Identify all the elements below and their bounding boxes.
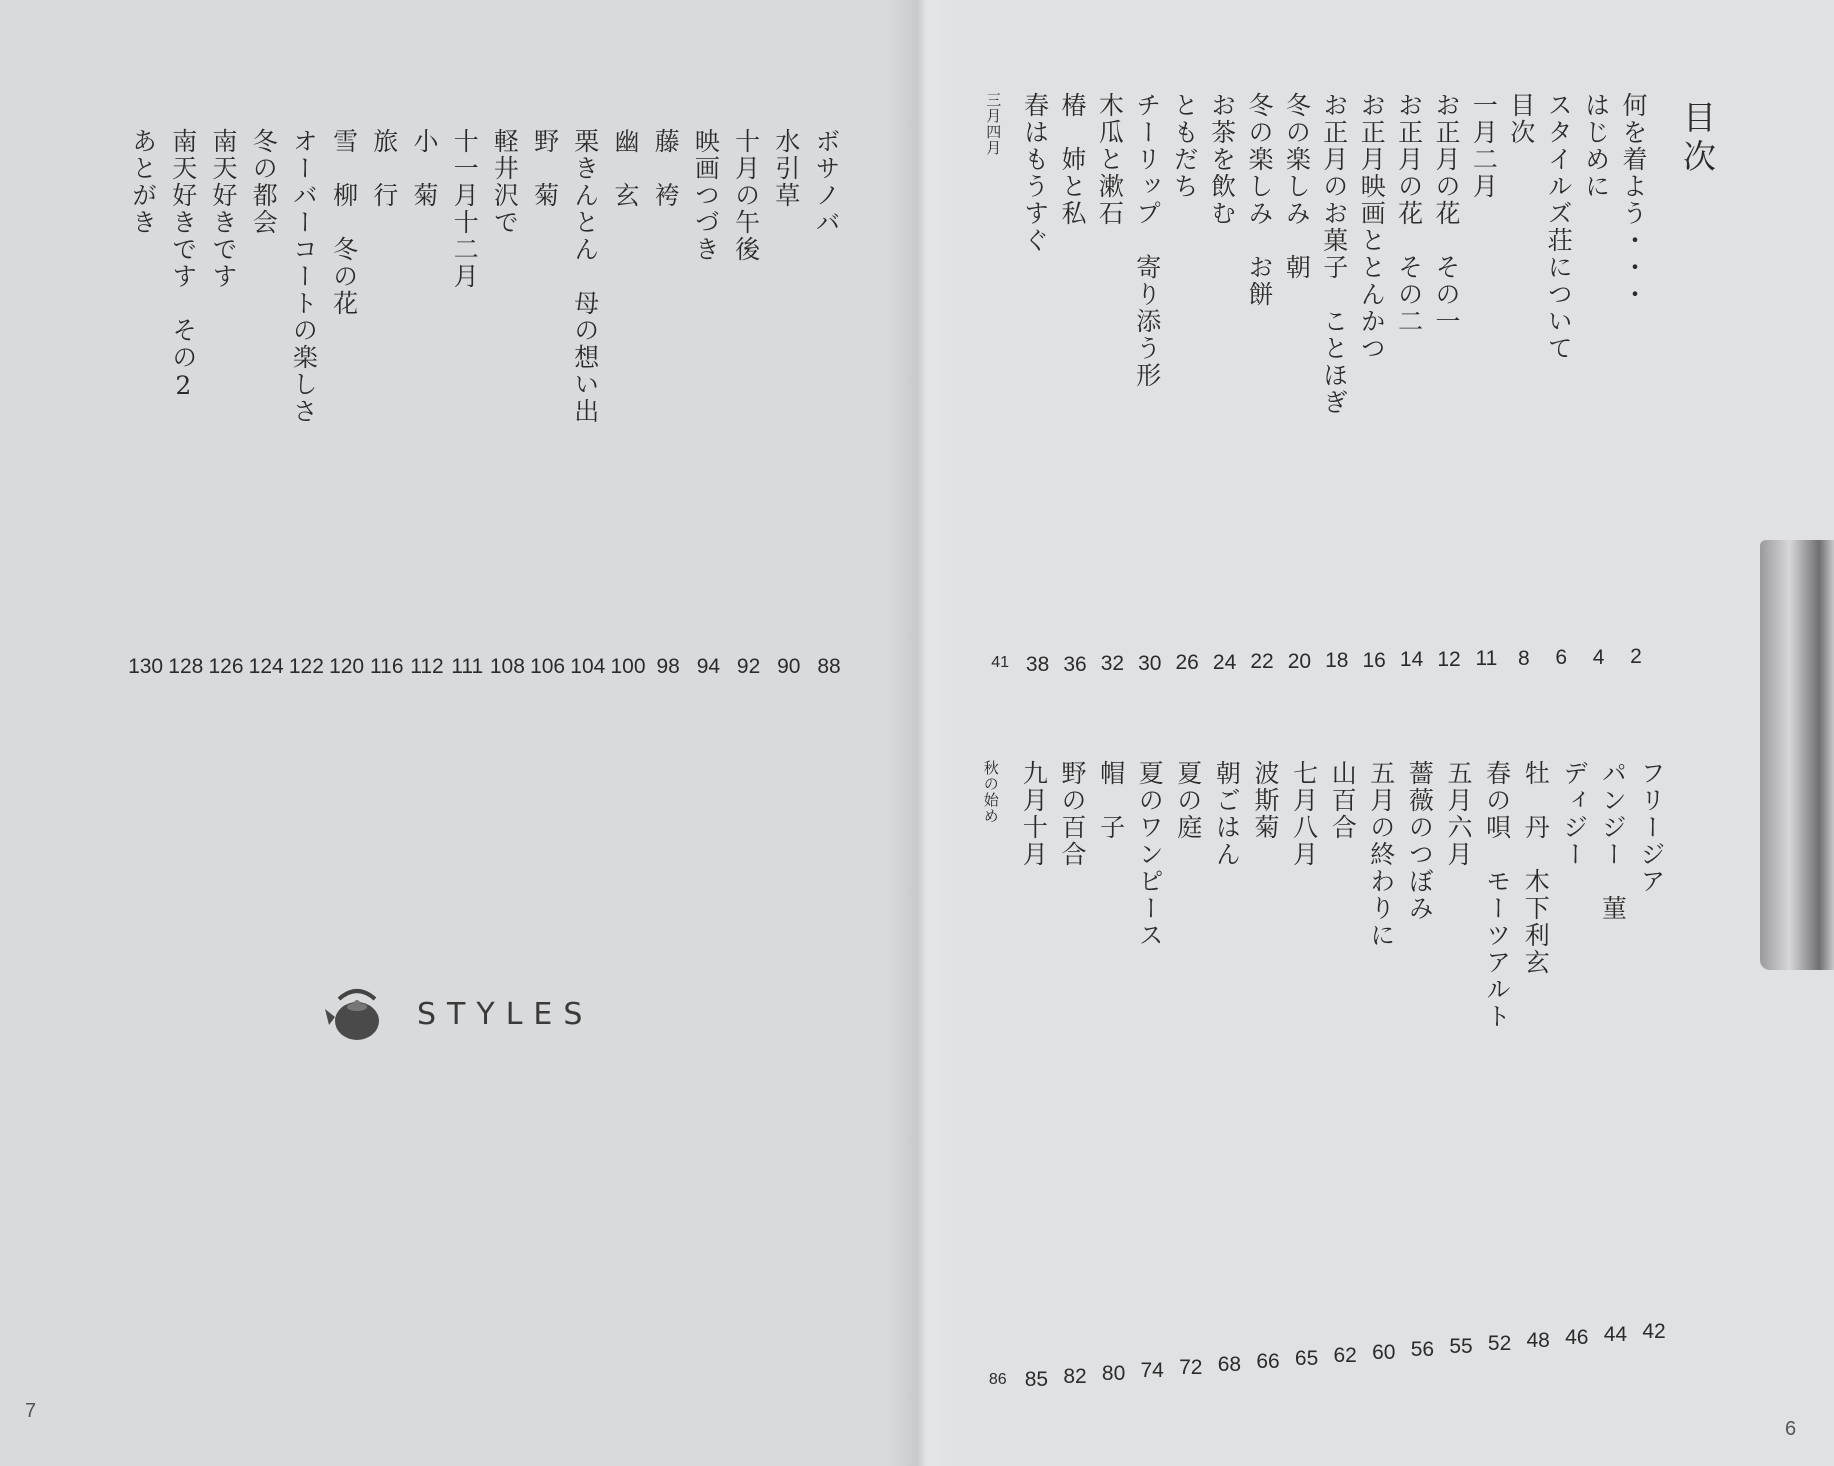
toc-entry-title: 野 菊 xyxy=(530,128,560,209)
toc-entry-title: 幽 玄 xyxy=(611,128,640,209)
page-clip xyxy=(1760,540,1834,970)
toc-entry-title: 小 菊 xyxy=(410,128,439,209)
toc-entry-page-number: 92 xyxy=(736,655,761,678)
toc-entry-page-number: 112 xyxy=(410,655,444,678)
toc-entry-page-number: 82 xyxy=(1063,1365,1087,1388)
toc-entry-page-number: 48 xyxy=(1526,1329,1550,1352)
toc-entry-title: フリージア xyxy=(1637,760,1666,895)
teapot-icon xyxy=(325,985,389,1043)
toc-entry-page-number: 22 xyxy=(1250,650,1274,673)
toc-entry-page-number: 6 xyxy=(1555,646,1568,669)
toc-entry-title: 木瓜と漱石 xyxy=(1095,92,1125,227)
toc-entry-title: スタイルズ荘について xyxy=(1544,92,1574,362)
toc-entry-title: パンジー 菫 xyxy=(1598,760,1628,922)
toc-entry-page-number: 126 xyxy=(208,655,244,678)
toc-entry-page-number: 116 xyxy=(370,655,404,678)
toc-entry-title: 波斯菊 xyxy=(1251,760,1280,841)
toc-entry-page-number: 14 xyxy=(1399,648,1424,671)
toc-entry-title: 五月六月 xyxy=(1444,760,1473,868)
toc-entry-page-number: 62 xyxy=(1333,1344,1357,1367)
toc-entry-page-number: 122 xyxy=(288,655,324,678)
toc-entry-page-number: 44 xyxy=(1603,1323,1628,1346)
book-gutter xyxy=(888,0,958,1466)
toc-entry-title: ともだち xyxy=(1170,92,1200,200)
toc-entry-page-number: 104 xyxy=(570,655,606,678)
toc-entry-title: 南天好きです その2 xyxy=(168,128,198,402)
toc-entry-title: 冬の楽しみ 朝 xyxy=(1282,92,1312,281)
toc-entry-title: お正月の花 その二 xyxy=(1394,92,1424,335)
toc-entry-page-number: 88 xyxy=(817,655,841,678)
toc-entry-page-number: 24 xyxy=(1212,650,1237,674)
toc-entry-page-number: 128 xyxy=(168,655,204,678)
toc-entry-title: 五月の終わりに xyxy=(1366,760,1396,949)
toc-entry-title: 映画つづき xyxy=(691,128,721,263)
toc-entry-page-number: 20 xyxy=(1287,649,1312,673)
toc-entry-page-number: 86 xyxy=(988,1371,1007,1388)
toc-entry-title: 何を着よう・・・ xyxy=(1619,92,1648,308)
toc-entry-title: 一月二月 xyxy=(1469,92,1499,200)
toc-entry-title: 夏のワンピース xyxy=(1135,760,1165,949)
toc-entry-title: 雪 柳 冬の花 xyxy=(329,128,359,317)
toc-entry-page-number: 80 xyxy=(1101,1362,1126,1385)
toc-entry-title: 冬の都会 xyxy=(249,128,279,236)
toc-entry-title: 水引草 xyxy=(771,128,801,209)
toc-heading: 目次 xyxy=(1678,100,1717,178)
toc-entry-title: ディジー xyxy=(1559,760,1589,868)
toc-entry-page-number: 108 xyxy=(489,655,525,678)
toc-entry-title: 旅 行 xyxy=(369,128,399,209)
toc-entry-title: お茶を飲む xyxy=(1207,92,1237,227)
toc-entry-title: 七月八月 xyxy=(1289,760,1319,868)
toc-entry-page-number: 55 xyxy=(1449,1335,1473,1358)
toc-entry-title: 目次 xyxy=(1506,92,1536,146)
toc-entry-page-number: 18 xyxy=(1325,649,1349,672)
toc-entry-title: 朝ごはん xyxy=(1212,760,1242,868)
toc-entry-title: 三月四月 xyxy=(984,92,1003,156)
toc-entry-page-number: 98 xyxy=(656,655,680,678)
toc-entry-page-number: 52 xyxy=(1487,1332,1512,1355)
toc-entry-title: オーバーコートの楽しさ xyxy=(289,128,319,425)
folio-left: 7 xyxy=(25,1400,37,1422)
toc-entry-page-number: 60 xyxy=(1372,1341,1396,1364)
toc-entry-page-number: 68 xyxy=(1217,1353,1242,1376)
toc-entry-page-number: 111 xyxy=(451,655,484,678)
styles-logo xyxy=(325,985,593,1043)
toc-entry-title: 南天好きです xyxy=(209,128,238,290)
toc-entry-page-number: 74 xyxy=(1140,1359,1164,1382)
toc-entry-page-number: 106 xyxy=(530,655,566,678)
toc-entry-page-number: 124 xyxy=(248,655,284,678)
toc-entry-title: 春はもうすぐ xyxy=(1020,92,1050,254)
toc-entry-title: あとがき xyxy=(128,128,158,236)
toc-entry-page-number: 42 xyxy=(1642,1320,1666,1343)
toc-entry-title: お正月の花 その一 xyxy=(1432,92,1461,335)
toc-entry-title: お正月のお菓子 ことほぎ xyxy=(1319,92,1349,416)
toc-entry-title: 薔薇のつぼみ xyxy=(1405,760,1435,922)
toc-entry-page-number: 8 xyxy=(1517,646,1530,670)
toc-entry-title: 山百合 xyxy=(1328,760,1358,841)
toc-entry-title: 軽井沢で xyxy=(490,128,520,236)
toc-entry-page-number: 32 xyxy=(1100,652,1125,675)
toc-entry-page-number: 66 xyxy=(1256,1350,1280,1373)
toc-entry-page-number: 94 xyxy=(696,655,721,678)
toc-entry-page-number: 38 xyxy=(1025,653,1050,676)
toc-entry-title: 牡 丹 木下利玄 xyxy=(1521,760,1551,976)
toc-entry-page-number: 100 xyxy=(610,655,646,678)
logo-text: STYLES xyxy=(417,996,594,1032)
toc-entry-page-number: 85 xyxy=(1024,1368,1049,1391)
toc-entry-title: ボサノバ xyxy=(812,128,841,236)
toc-entry-title: お正月映画ととんかつ xyxy=(1357,92,1387,362)
toc-entry-page-number: 26 xyxy=(1175,651,1199,674)
toc-entry-page-number: 36 xyxy=(1063,652,1087,676)
folio-right: 6 xyxy=(1785,1418,1797,1440)
toc-entry-page-number: 130 xyxy=(128,655,164,678)
toc-entry-page-number: 16 xyxy=(1362,648,1386,672)
toc-entry-title: 春の唄 モーツアルト xyxy=(1482,760,1512,1030)
toc-entry-page-number: 90 xyxy=(777,655,801,678)
toc-entry-page-number: 30 xyxy=(1138,651,1162,675)
toc-entry-page-number: 41 xyxy=(991,653,1010,671)
toc-entry-title: 秋の始め xyxy=(981,760,1000,824)
toc-entry-title: 冬の楽しみ お餅 xyxy=(1245,92,1274,308)
toc-entry-title: 十月の午後 xyxy=(731,128,761,263)
toc-entry-page-number: 56 xyxy=(1410,1338,1435,1361)
toc-entry-title: 藤 袴 xyxy=(651,128,681,209)
toc-entry-title: はじめに xyxy=(1581,92,1611,200)
toc-entry-title: 帽 子 xyxy=(1096,760,1126,841)
toc-entry-title: 栗きんとん 母の想い出 xyxy=(570,128,600,425)
toc-entry-title: 野の百合 xyxy=(1058,760,1087,868)
toc-entry-page-number: 12 xyxy=(1437,647,1461,671)
toc-entry-title: 九月十月 xyxy=(1019,760,1049,868)
toc-entry-title: 椿 姉と私 xyxy=(1058,92,1087,227)
toc-entry-page-number: 46 xyxy=(1565,1326,1589,1349)
toc-entry-page-number: 4 xyxy=(1592,645,1605,669)
toc-entry-page-number: 11 xyxy=(1475,647,1498,670)
toc-entry-title: 十一月十二月 xyxy=(450,128,480,290)
toc-entry-title: チーリップ 寄り添う形 xyxy=(1132,92,1162,389)
toc-entry-page-number: 2 xyxy=(1630,645,1642,668)
toc-entry-page-number: 65 xyxy=(1294,1347,1319,1370)
toc-entry-title: 夏の庭 xyxy=(1173,760,1203,841)
toc-entry-page-number: 72 xyxy=(1179,1356,1203,1379)
toc-entry-page-number: 120 xyxy=(329,655,365,678)
